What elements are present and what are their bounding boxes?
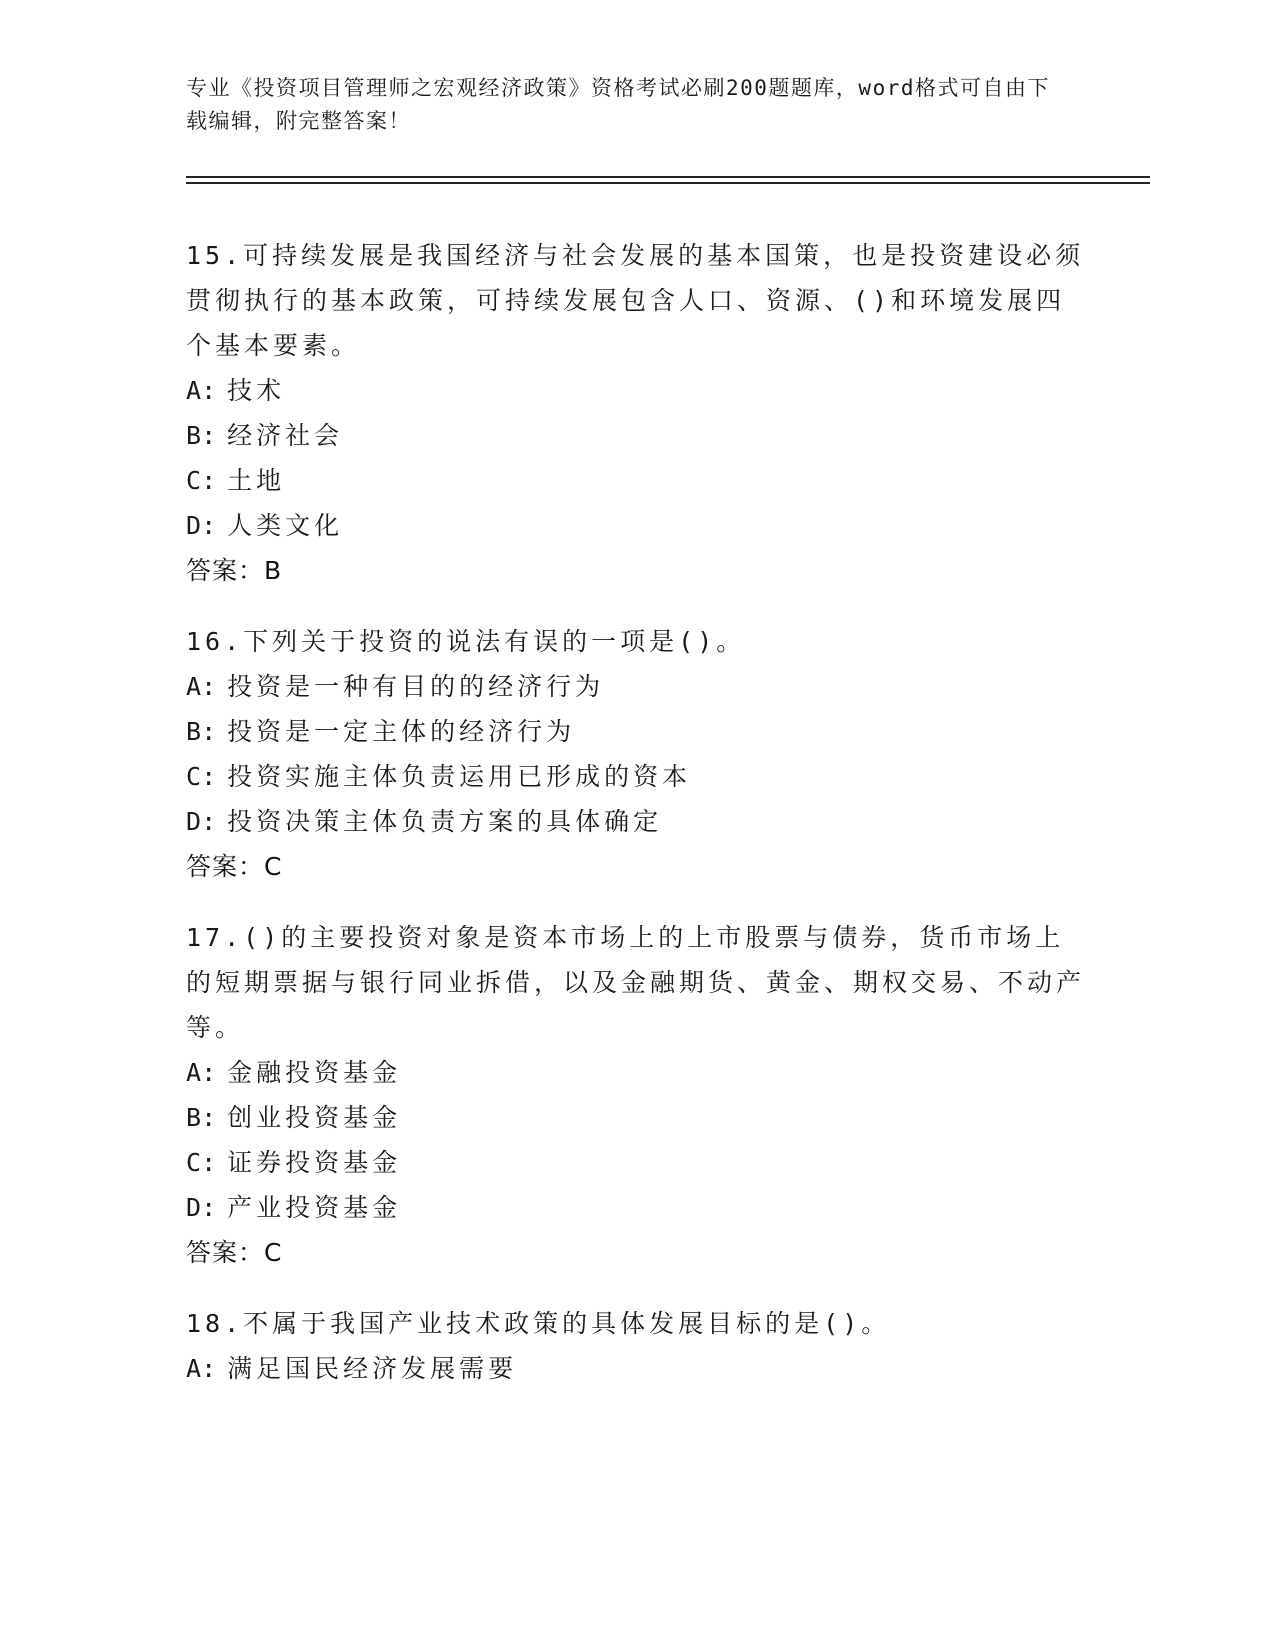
option-a (186, 664, 1086, 709)
header-divider-bottom (186, 182, 1150, 184)
option-key: D (186, 807, 202, 836)
question-stem: 15.可持续发展是我国经济与社会发展的基本国策，也是投资建设必须贯彻执行的基本政策，可持续发展包含人口、资源、()和环境发展四个基本要素。 (186, 241, 1085, 360)
question-17 (186, 915, 1086, 1275)
option-text: 土地 (227, 466, 286, 495)
option-b (186, 1095, 1086, 1140)
option-separator: : (201, 762, 217, 791)
answer-line: 答案：C (186, 852, 283, 881)
option-text: 证券投资基金 (227, 1148, 402, 1177)
option-separator: : (201, 1103, 217, 1132)
option-separator: : (201, 1058, 217, 1087)
option-key: A (186, 1058, 202, 1087)
option-a (186, 1050, 1086, 1095)
option-d (186, 1185, 1086, 1230)
question-15 (186, 233, 1086, 593)
option-text: 投资决策主体负责方案的具体确定 (227, 807, 663, 836)
option-d (186, 799, 1086, 844)
header-divider-top (186, 176, 1150, 178)
question-stem: 17.()的主要投资对象是资本市场上的上市股票与债券，货币市场上的短期票据与银行同业拆借，以及金融期货、黄金、期权交易、不动产等。 (186, 923, 1086, 1042)
option-key: A (186, 1354, 202, 1383)
option-key: B (186, 717, 202, 746)
option-separator: : (201, 511, 217, 540)
option-d (186, 503, 1086, 548)
option-separator: : (201, 672, 217, 701)
document-header: 专业《投资项目管理师之宏观经济政策》资格考试必刷200题题库，word格式可自由下载编辑，附完整答案！ (186, 76, 1050, 133)
option-key: D (186, 1193, 202, 1222)
option-text: 创业投资基金 (227, 1103, 402, 1132)
question-stem: 16.下列关于投资的说法有误的一项是()。 (186, 627, 746, 656)
option-text: 投资是一种有目的的经济行为 (227, 672, 605, 701)
option-b (186, 413, 1086, 458)
option-text: 满足国民经济发展需要 (227, 1354, 518, 1383)
option-c (186, 1140, 1086, 1185)
option-separator: : (201, 376, 217, 405)
option-text: 产业投资基金 (227, 1193, 402, 1222)
option-key: B (186, 421, 202, 450)
option-text: 技术 (227, 376, 286, 405)
option-key: A (186, 672, 202, 701)
option-separator: : (201, 1354, 217, 1383)
option-key: D (186, 511, 202, 540)
question-list (186, 233, 1086, 1417)
option-key: C (186, 1148, 202, 1177)
option-key: B (186, 1103, 202, 1132)
option-c (186, 754, 1086, 799)
option-key: C (186, 466, 202, 495)
option-separator: : (201, 1193, 217, 1222)
answer-line: 答案：B (186, 556, 283, 585)
option-key: A (186, 376, 202, 405)
option-c (186, 458, 1086, 503)
option-text: 经济社会 (227, 421, 344, 450)
option-separator: : (201, 466, 217, 495)
question-stem: 18.不属于我国产业技术政策的具体发展目标的是()。 (186, 1309, 891, 1338)
option-b (186, 709, 1086, 754)
option-separator: : (201, 1148, 217, 1177)
question-18 (186, 1301, 1086, 1391)
answer-line: 答案：C (186, 1238, 283, 1267)
option-a (186, 368, 1086, 413)
option-text: 投资是一定主体的经济行为 (227, 717, 576, 746)
option-separator: : (201, 717, 217, 746)
question-16 (186, 619, 1086, 889)
option-key: C (186, 762, 202, 791)
option-text: 金融投资基金 (227, 1058, 402, 1087)
option-separator: : (201, 807, 217, 836)
option-separator: : (201, 421, 217, 450)
option-text: 人类文化 (227, 511, 344, 540)
option-text: 投资实施主体负责运用已形成的资本 (227, 762, 692, 791)
option-a (186, 1346, 1086, 1391)
